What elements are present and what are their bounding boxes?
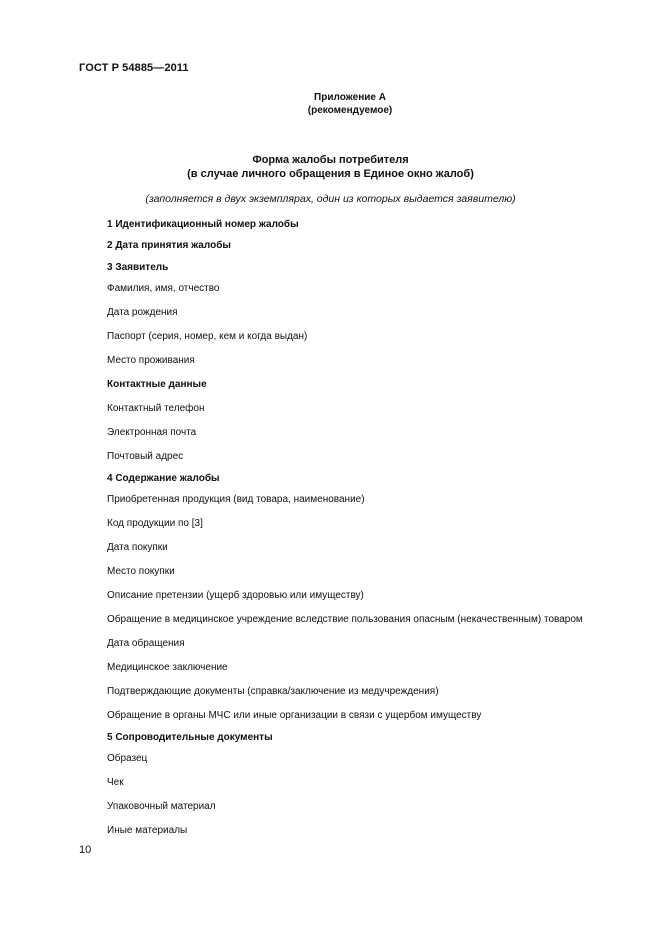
field-other-materials: Иные материалы [107,825,188,836]
field-emergency-appeal: Обращение в органы МЧС или иные организации в связи с ущербом имуществу [107,710,482,721]
field-residence: Место проживания [107,355,195,366]
field-passport: Паспорт (серия, номер, кем и когда выдан) [107,331,308,342]
section-heading-complaint-id: 1 Идентификационный номер жалобы [107,219,299,230]
field-appeal-date: Дата обращения [107,638,185,649]
field-medical-conclusion: Медицинское заключение [107,662,228,673]
field-receipt: Чек [107,777,124,788]
field-full-name: Фамилия, имя, отчество [107,283,220,294]
appendix-status: (рекомендуемое) [307,105,393,116]
field-purchase-place: Место покупки [107,566,175,577]
field-email: Электронная почта [107,427,197,438]
field-supporting-documents: Подтверждающие документы (справка/заключение из медучреждения) [107,686,439,697]
field-postal-address: Почтовый адрес [107,451,184,462]
subheading-contacts: Контактные данные [107,379,207,390]
field-purchased-product: Приобретенная продукция (вид товара, наименование) [107,494,365,505]
form-subtitle: (в случае личного обращения в Единое окно жалоб) [187,168,474,180]
field-packaging: Упаковочный материал [107,801,216,812]
section-heading-attached-documents: 5 Сопроводительные документы [107,732,273,743]
appendix-title: Приложение А [314,92,386,103]
field-product-code: Код продукции по [3] [107,518,203,529]
field-birth-date: Дата рождения [107,307,178,318]
form-note: (заполняется в двух экземплярах, один из которых выдается заявителю) [145,193,516,205]
section-heading-complaint-content: 4 Содержание жалобы [107,473,220,484]
field-phone: Контактный телефон [107,403,205,414]
field-medical-appeal: Обращение в медицинское учреждение вследствие пользования опасным (некачественным) товаром [107,614,583,625]
section-heading-applicant: 3 Заявитель [107,262,169,273]
form-title: Форма жалобы потребителя [252,154,409,166]
page-number: 10 [79,844,92,856]
field-sample: Образец [107,753,148,764]
section-heading-acceptance-date: 2 Дата принятия жалобы [107,240,231,251]
field-claim-description: Описание претензии (ущерб здоровью или имуществу) [107,590,364,601]
field-purchase-date: Дата покупки [107,542,168,553]
standard-number: ГОСТ Р 54885—2011 [79,62,189,74]
